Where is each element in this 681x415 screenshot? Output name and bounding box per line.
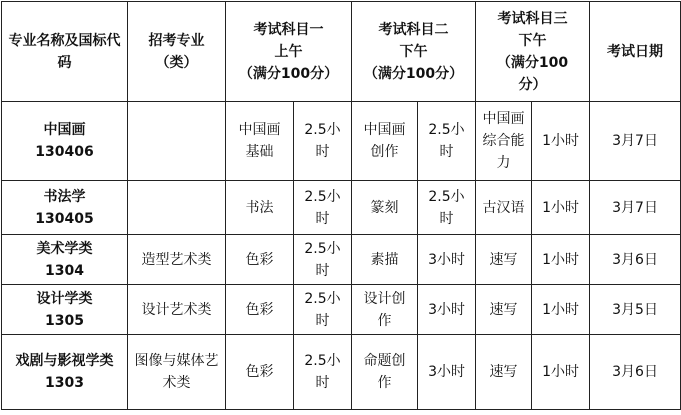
- table-row: [2, 335, 681, 410]
- major-cell: 书法学 130405: [2, 181, 128, 235]
- enroll-cell: [128, 181, 226, 235]
- header-major: 专业名称及国标代码: [2, 2, 128, 102]
- subject2-cell: 中国画 创作: [352, 102, 418, 181]
- header-row: [2, 2, 681, 102]
- header-enroll: 招考专业 （类）: [128, 2, 226, 102]
- date-cell: 3月7日: [590, 102, 681, 181]
- major-cell: 设计学类 1305: [2, 285, 128, 335]
- enroll-cell: [128, 102, 226, 181]
- subject2-time-cell: 3小时: [418, 335, 476, 410]
- exam-schedule-table: [1, 1, 681, 410]
- subject3-cell: 速写: [476, 335, 532, 410]
- subject1-time-cell: 2.5小 时: [294, 181, 352, 235]
- subject3-cell: 速写: [476, 235, 532, 285]
- subject2-cell: 素描: [352, 235, 418, 285]
- subject2-time-cell: 2.5小 时: [418, 102, 476, 181]
- enroll-cell: 图像与媒体艺术类: [128, 335, 226, 410]
- major-cell: 戏剧与影视学类 1303: [2, 335, 128, 410]
- enroll-cell: 设计艺术类: [128, 285, 226, 335]
- date-cell: 3月6日: [590, 235, 681, 285]
- subject1-cell: 色彩: [226, 285, 294, 335]
- subject3-cell: 古汉语: [476, 181, 532, 235]
- header-subject-3: 考试科目三 下午 （满分100 分）: [476, 2, 590, 102]
- subject3-time-cell: 1小时: [532, 181, 590, 235]
- subject1-cell: 书法: [226, 181, 294, 235]
- subject2-time-cell: 3小时: [418, 235, 476, 285]
- subject3-time-cell: 1小时: [532, 235, 590, 285]
- subject1-cell: 中国画 基础: [226, 102, 294, 181]
- subject2-cell: 设计创 作: [352, 285, 418, 335]
- subject3-time-cell: 1小时: [532, 102, 590, 181]
- date-cell: 3月5日: [590, 285, 681, 335]
- subject1-cell: 色彩: [226, 235, 294, 285]
- table-row: [2, 181, 681, 235]
- subject2-cell: 命题创 作: [352, 335, 418, 410]
- subject3-time-cell: 1小时: [532, 335, 590, 410]
- subject1-time-cell: 2.5小 时: [294, 285, 352, 335]
- table-row: [2, 102, 681, 181]
- table-row: [2, 235, 681, 285]
- header-subject-1: 考试科目一 上午 （满分100分）: [226, 2, 352, 102]
- subject3-cell: 中国画 综合能 力: [476, 102, 532, 181]
- subject2-cell: 篆刻: [352, 181, 418, 235]
- subject2-time-cell: 3小时: [418, 285, 476, 335]
- subject2-time-cell: 2.5小 时: [418, 181, 476, 235]
- header-date: 考试日期: [590, 2, 681, 102]
- major-cell: 中国画 130406: [2, 102, 128, 181]
- table-row: [2, 285, 681, 335]
- subject3-time-cell: 1小时: [532, 285, 590, 335]
- subject1-time-cell: 2.5小 时: [294, 102, 352, 181]
- header-subject-2: 考试科目二 下午 （满分100分）: [352, 2, 476, 102]
- subject1-time-cell: 2.5小 时: [294, 235, 352, 285]
- subject3-cell: 速写: [476, 285, 532, 335]
- date-cell: 3月7日: [590, 181, 681, 235]
- enroll-cell: 造型艺术类: [128, 235, 226, 285]
- subject1-time-cell: 2.5小 时: [294, 335, 352, 410]
- major-cell: 美术学类 1304: [2, 235, 128, 285]
- subject1-cell: 色彩: [226, 335, 294, 410]
- date-cell: 3月6日: [590, 335, 681, 410]
